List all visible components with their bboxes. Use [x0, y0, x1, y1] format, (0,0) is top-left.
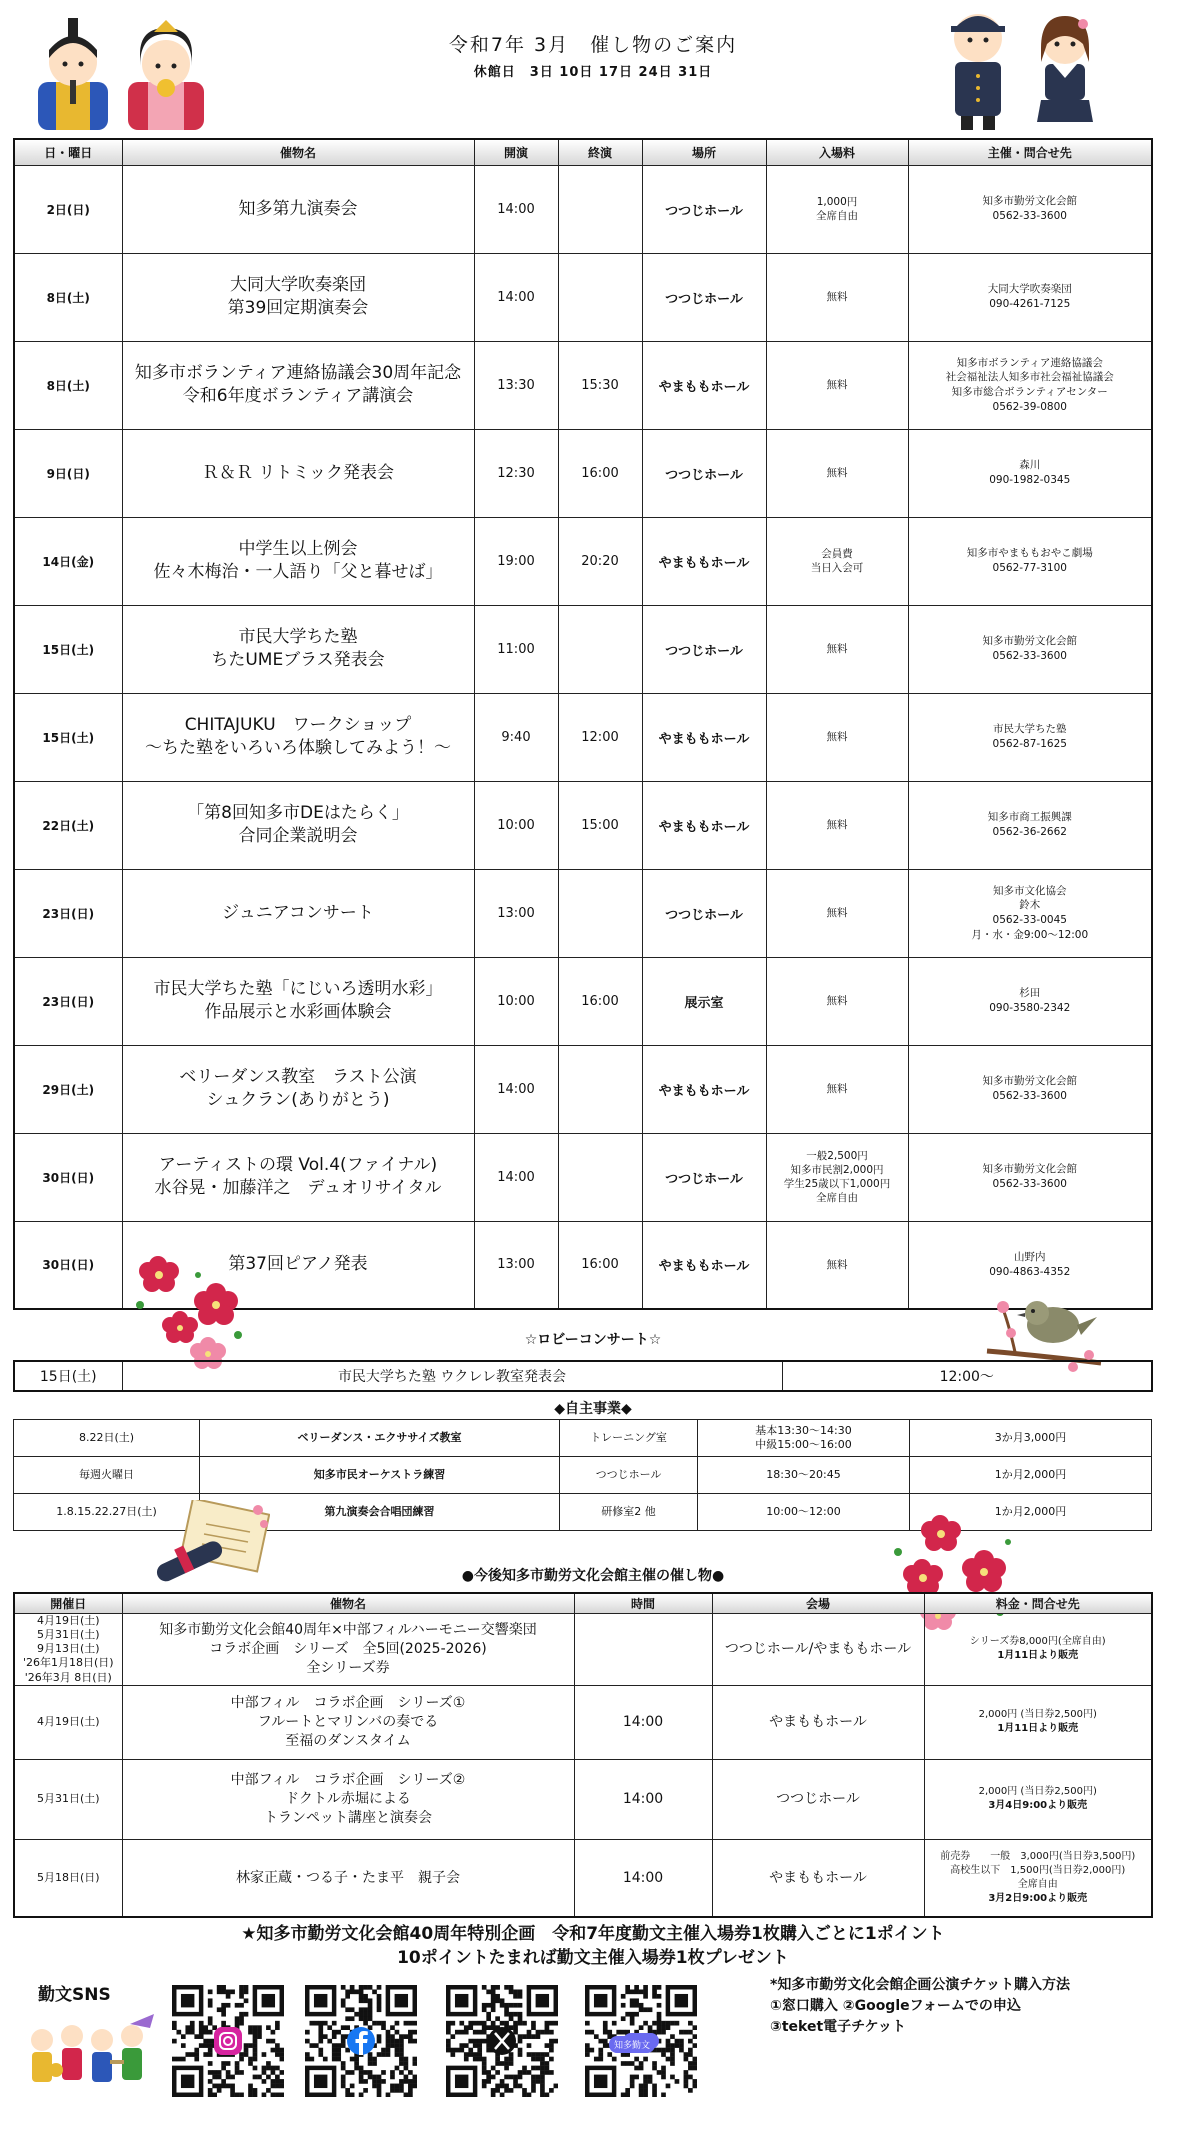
self-project-date: 毎週火曜日	[14, 1457, 200, 1494]
event-row	[14, 253, 1152, 341]
event-row	[14, 341, 1152, 429]
instagram-qr-code[interactable]	[172, 1985, 284, 2097]
event-name: ベリーダンス教室 ラスト公演 シュクラン(ありがとう)	[122, 1045, 474, 1133]
event-end-time	[558, 165, 642, 253]
future-event-row	[14, 1839, 1152, 1917]
facebook-icon	[347, 2027, 375, 2055]
self-project-row	[14, 1420, 1152, 1457]
ticket-purchase-info: *知多市勤労文化会館企画公演チケット購入方法 ①窓口購入 ②Googleフォームでの申込 ③teket電子チケット	[770, 1977, 1071, 2035]
future-header-name: 催物名	[122, 1593, 574, 1613]
future-event-sale-date: 3月4日9:00より販売	[988, 1800, 1088, 1812]
future-event-row	[14, 1759, 1152, 1839]
lobby-concert-title: ☆ロビーコンサート☆	[524, 1332, 662, 1348]
event-fee: 1,000円 全席自由	[766, 165, 908, 253]
self-project-date: 8.22日(土)	[14, 1420, 200, 1457]
event-start-time: 10:00	[474, 781, 558, 869]
event-place: つつじホール	[642, 253, 766, 341]
event-contact: 知多市勤労文化会館 0562-33-3600	[908, 605, 1152, 693]
future-event-fee	[924, 1685, 1152, 1759]
event-place: やまももホール	[642, 1045, 766, 1133]
sns-label: 勤文SNS	[38, 1985, 111, 2005]
event-name: 大同大学吹奏楽団 第39回定期演奏会	[122, 253, 474, 341]
event-start-time: 11:00	[474, 605, 558, 693]
chita-kinbun-qr-badge: 知多勤文	[609, 2036, 655, 2053]
event-name: アーティストの環 Vol.4(ファイナル) 水谷晃・加藤洋之 デュオリサイタル	[122, 1133, 474, 1221]
event-name: CHITAJUKU ワークショップ ～ちた塾をいろいろ体験してみよう！～	[122, 693, 474, 781]
closed-days: 休館日 3日 10日 17日 24日 31日	[473, 65, 713, 80]
future-event-fee	[924, 1759, 1152, 1839]
event-contact: 知多市勤労文化会館 0562-33-3600	[908, 1045, 1152, 1133]
event-name: 市民大学ちた塾「にじいろ透明水彩」 作品展示と水彩画体験会	[122, 957, 474, 1045]
event-fee: 無料	[766, 781, 908, 869]
event-fee: 無料	[766, 957, 908, 1045]
event-start-time: 10:00	[474, 957, 558, 1045]
event-contact: 大同大学吹奏楽団 090-4261-7125	[908, 253, 1152, 341]
event-date: 8日(土)	[14, 341, 122, 429]
event-end-time	[558, 1045, 642, 1133]
event-start-time: 13:00	[474, 869, 558, 957]
future-events-table	[13, 1592, 1153, 1918]
future-event-date: 4月19日(土) 5月31日(土) 9月13日(土) '26年1月18日(日) '26年3月 8日(日)	[14, 1613, 122, 1685]
event-contact: 知多市ボランティア連絡協議会 社会福祉法人知多市社会福祉協議会 知多市総合ボランティアセンター 0562-39-0800	[908, 341, 1152, 429]
event-fee: 無料	[766, 1045, 908, 1133]
future-header-date: 開催日	[14, 1593, 122, 1613]
event-date: 2日(日)	[14, 165, 122, 253]
event-fee: 無料	[766, 693, 908, 781]
event-start-time: 9:40	[474, 693, 558, 781]
future-header-time: 時間	[574, 1593, 712, 1613]
lobby-date: 15日(土)	[14, 1361, 122, 1391]
future-event-date: 5月31日(土)	[14, 1759, 122, 1839]
event-row	[14, 781, 1152, 869]
event-start-time: 19:00	[474, 517, 558, 605]
self-project-place: つつじホール	[560, 1457, 698, 1494]
event-name: 知多第九演奏会	[122, 165, 474, 253]
event-start-time: 14:00	[474, 253, 558, 341]
future-event-name: 中部フィル コラボ企画 シリーズ① フルートとマリンバの奏でる 至福のダンスタイム	[122, 1685, 574, 1759]
future-event-place: やまももホール	[712, 1685, 924, 1759]
facebook-qr-code[interactable]	[305, 1985, 417, 2097]
event-place: つつじホール	[642, 1133, 766, 1221]
lobby-concert-table	[13, 1360, 1153, 1392]
event-name: 第37回ピアノ発表	[122, 1221, 474, 1309]
event-fee: 無料	[766, 429, 908, 517]
event-start-time: 14:00	[474, 1133, 558, 1221]
event-date: 29日(土)	[14, 1045, 122, 1133]
event-date: 15日(土)	[14, 693, 122, 781]
future-header-row	[14, 1593, 1152, 1613]
event-date: 14日(金)	[14, 517, 122, 605]
event-contact: 知多市商工振興課 0562-36-2662	[908, 781, 1152, 869]
self-project-name: ベリーダンス・エクササイズ教室	[200, 1420, 560, 1457]
header-contact: 主催・問合せ先	[908, 139, 1152, 165]
event-row	[14, 165, 1152, 253]
event-date: 30日(日)	[14, 1221, 122, 1309]
event-fee: 無料	[766, 253, 908, 341]
self-project-fee: 3か月3,000円	[910, 1420, 1152, 1457]
self-project-fee: 1か月2,000円	[910, 1457, 1152, 1494]
event-place: やまももホール	[642, 693, 766, 781]
future-event-fee	[924, 1839, 1152, 1917]
future-event-date: 4月19日(土)	[14, 1685, 122, 1759]
event-date: 8日(土)	[14, 253, 122, 341]
event-end-time: 16:00	[558, 1221, 642, 1309]
future-header-place: 会場	[712, 1593, 924, 1613]
event-contact: 知多市やまももおやこ劇場 0562-77-3100	[908, 517, 1152, 605]
event-place: やまももホール	[642, 341, 766, 429]
lobby-time: 12:00～	[782, 1361, 1152, 1391]
event-fee: 一般2,500円 知多市民割2,000円 学生25歳以下1,000円 全席自由	[766, 1133, 908, 1221]
event-end-time: 15:00	[558, 781, 642, 869]
self-project-place: 研修室2 他	[560, 1494, 698, 1531]
future-event-name: 知多市勤労文化会館40周年×中部フィルハーモニー交響楽団 コラボ企画 シリーズ 全5回(2025-2026) 全シリーズ券	[122, 1613, 574, 1685]
event-name: 中学生以上例会 佐々木梅治・一人語り「父と暮せば」	[122, 517, 474, 605]
future-event-time: 14:00	[574, 1759, 712, 1839]
future-events-title: ●今後知多市勤労文化会館主催の催し物●	[461, 1568, 725, 1584]
table-header-row	[14, 139, 1152, 165]
anniversary-promo-text: ★知多市勤労文化会館40周年特別企画 令和7年度勤文主催入場券1枚購入ごとに1ポイント 10ポイントたまれば勤文主催入場券1枚プレゼント	[241, 1924, 945, 1968]
header-start: 開演	[474, 139, 558, 165]
self-project-time: 18:30～20:45	[698, 1457, 910, 1494]
event-start-time: 14:00	[474, 165, 558, 253]
x-logo-icon	[488, 2027, 516, 2055]
event-fee: 無料	[766, 1221, 908, 1309]
event-start-time: 12:30	[474, 429, 558, 517]
event-fee: 無料	[766, 869, 908, 957]
event-end-time	[558, 869, 642, 957]
future-event-time	[574, 1613, 712, 1685]
event-end-time: 15:30	[558, 341, 642, 429]
event-fee: 会員費 当日入会可	[766, 517, 908, 605]
event-date: 30日(日)	[14, 1133, 122, 1221]
page-title: 令和7年 3月 催し物のご案内	[448, 34, 738, 56]
event-row	[14, 957, 1152, 1045]
event-place: つつじホール	[642, 165, 766, 253]
event-place: 展示室	[642, 957, 766, 1045]
event-name: 「第8回知多市DEはたらく」 合同企業説明会	[122, 781, 474, 869]
marching-band-kids-illustration	[22, 2010, 162, 2100]
event-row	[14, 869, 1152, 957]
event-row	[14, 605, 1152, 693]
event-date: 15日(土)	[14, 605, 122, 693]
self-project-row	[14, 1457, 1152, 1494]
event-fee: 無料	[766, 605, 908, 693]
event-date: 22日(土)	[14, 781, 122, 869]
event-name: 知多市ボランティア連絡協議会30周年記念 令和6年度ボランティア講演会	[122, 341, 474, 429]
future-event-row	[14, 1685, 1152, 1759]
event-contact: 杉田 090-3580-2342	[908, 957, 1152, 1045]
lobby-event-name: 市民大学ちた塾 ウクレレ教室発表会	[122, 1361, 782, 1391]
lobby-concert-row	[14, 1361, 1152, 1391]
self-projects-title: ◆自主事業◆	[554, 1401, 632, 1417]
future-event-row	[14, 1613, 1152, 1685]
event-name: ジュニアコンサート	[122, 869, 474, 957]
event-end-time	[558, 253, 642, 341]
event-date: 9日(日)	[14, 429, 122, 517]
future-event-price: シリーズ券8,000円(全席自由)	[969, 1636, 1106, 1648]
event-date: 23日(日)	[14, 957, 122, 1045]
self-project-time: 10:00～12:00	[698, 1494, 910, 1531]
plum-blossom-left-illustration	[128, 1245, 258, 1375]
event-contact: 知多市勤労文化会館 0562-33-3600	[908, 165, 1152, 253]
event-contact: 知多市勤労文化会館 0562-33-3600	[908, 1133, 1152, 1221]
header-event-name: 催物名	[122, 139, 474, 165]
event-place: やまももホール	[642, 1221, 766, 1309]
event-name: 市民大学ちた塾 ちたUMEブラス発表会	[122, 605, 474, 693]
event-row	[14, 1045, 1152, 1133]
event-start-time: 13:00	[474, 1221, 558, 1309]
event-end-time: 16:00	[558, 957, 642, 1045]
event-place: つつじホール	[642, 605, 766, 693]
event-end-time: 16:00	[558, 429, 642, 517]
event-fee: 無料	[766, 341, 908, 429]
event-name: Ｒ＆Ｒ リトミック発表会	[122, 429, 474, 517]
event-date: 23日(日)	[14, 869, 122, 957]
event-contact: 山野内 090-4863-4352	[908, 1221, 1152, 1309]
self-project-name: 第九演奏会合唱団練習	[200, 1494, 560, 1531]
header-fee: 入場料	[766, 139, 908, 165]
header-place: 場所	[642, 139, 766, 165]
self-project-place: トレーニング室	[560, 1420, 698, 1457]
future-event-sale-date: 1月11日より販売	[997, 1723, 1079, 1735]
event-place: つつじホール	[642, 429, 766, 517]
future-event-sale-date: 1月11日より販売	[997, 1650, 1079, 1662]
future-event-price: 2,000円 (当日券2,500円)	[978, 1709, 1097, 1721]
header-end: 終演	[558, 139, 642, 165]
event-row	[14, 1133, 1152, 1221]
event-start-time: 13:30	[474, 341, 558, 429]
future-event-fee	[924, 1613, 1152, 1685]
instagram-icon	[214, 2027, 242, 2055]
event-place: やまももホール	[642, 517, 766, 605]
future-event-time: 14:00	[574, 1685, 712, 1759]
future-event-name: 林家正蔵・つる子・たま平 親子会	[122, 1839, 574, 1917]
event-schedule-table	[13, 138, 1153, 1310]
self-project-name: 知多市民オーケストラ練習	[200, 1457, 560, 1494]
event-row	[14, 517, 1152, 605]
future-event-place: やまももホール	[712, 1839, 924, 1917]
event-contact: 知多市文化協会 鈴木 0562-33-0045 月・水・金9:00～12:00	[908, 869, 1152, 957]
future-event-sale-date: 3月2日9:00より販売	[988, 1893, 1088, 1905]
header-date: 日・曜日	[14, 139, 122, 165]
future-event-time: 14:00	[574, 1839, 712, 1917]
self-project-fee: 1か月2,000円	[910, 1494, 1152, 1531]
event-contact: 森川 090-1982-0345	[908, 429, 1152, 517]
future-event-place: つつじホール/やまももホール	[712, 1613, 924, 1685]
event-end-time	[558, 1133, 642, 1221]
x-qr-code[interactable]	[446, 1985, 558, 2097]
event-contact: 市民大学ちた塾 0562-87-1625	[908, 693, 1152, 781]
future-event-price: 2,000円 (当日券2,500円)	[978, 1786, 1097, 1798]
self-project-time: 基本13:30～14:30 中級15:00～16:00	[698, 1420, 910, 1457]
event-end-time: 12:00	[558, 693, 642, 781]
self-project-date: 1.8.15.22.27日(土)	[14, 1494, 200, 1531]
future-event-price: 前売券 一般 3,000円(当日券3,500円) 高校生以下 1,500円(当日券2,000円) 全席自由	[940, 1851, 1136, 1891]
event-place: やまももホール	[642, 781, 766, 869]
event-place: つつじホール	[642, 869, 766, 957]
future-event-place: つつじホール	[712, 1759, 924, 1839]
event-row	[14, 693, 1152, 781]
event-end-time: 20:20	[558, 517, 642, 605]
future-header-fee: 料金・問合せ先	[924, 1593, 1152, 1613]
event-start-time: 14:00	[474, 1045, 558, 1133]
future-event-date: 5月18日(日)	[14, 1839, 122, 1917]
event-end-time	[558, 605, 642, 693]
event-row	[14, 429, 1152, 517]
future-event-name: 中部フィル コラボ企画 シリーズ② ドクトル赤堀による トランペット講座と演奏会	[122, 1759, 574, 1839]
